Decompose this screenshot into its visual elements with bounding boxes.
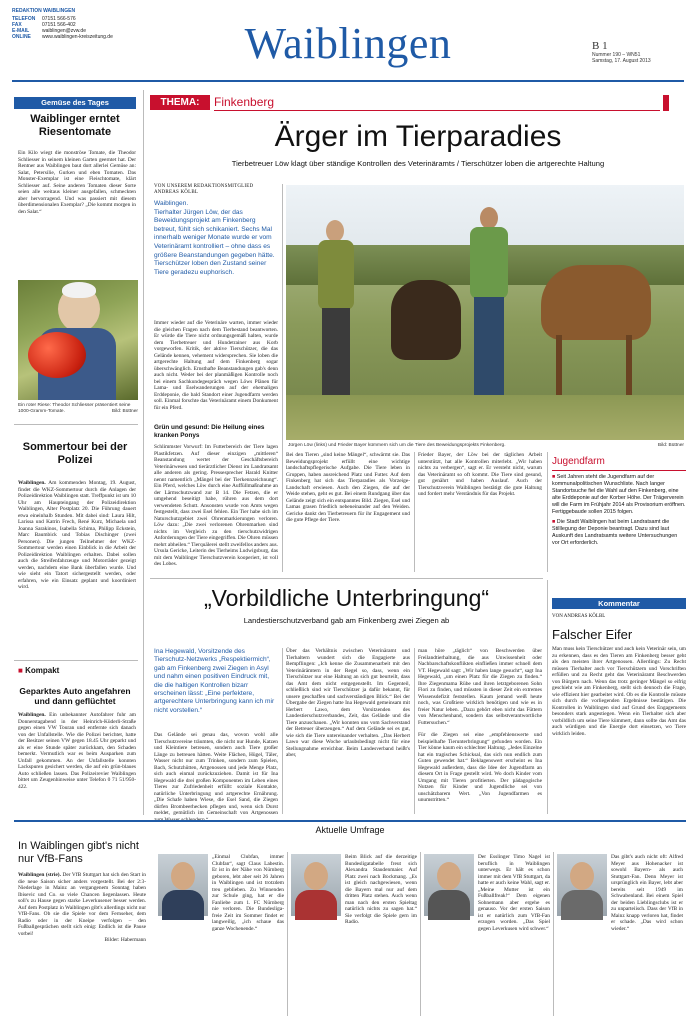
byline-line-2: ANDREAS KÖLBL — [154, 190, 199, 195]
thema-topic: Finkenberg — [214, 95, 275, 109]
umfrage-divider — [287, 852, 288, 1016]
gemuese-text: Ein Kilo wiegt die monströse Tomate, die Theodor Schliesser in seinem kleinen Garten geerntet hat. Der Rentner aus Waiblingen baut dort allerlei Gemüse an: Salat, Petersilie, Gurken und eben Tomaten. Das Monster-Exemplar ist eine Fleischtomate, klärt Schliesser auf. Seine anderen Tomaten dieser Sorte seien alle weitaus kleiner ausgefallen, schmeckten aber hervorragend. Und was passiert mit diesem überdimensionalen Exemplar? „Die kommt morgen in den Salat.“ — [18, 150, 136, 215]
jugendfarm-list — [552, 474, 686, 547]
main-headline: Ärger im Tierparadies — [274, 120, 562, 153]
kommentar-title: Falscher Eifer — [552, 627, 633, 642]
col-divider-3 — [547, 452, 548, 572]
tomato-credit: Bild: Büttner — [111, 408, 138, 414]
person-portrait — [557, 854, 607, 916]
article2-rule — [150, 578, 543, 579]
section-letter: B — [592, 40, 600, 52]
person-quote: Das gibt's auch nicht oft: Alfred Meyer aus Hohenacker ist sowohl Bayern- als auch Stuttgart-Fan. Denn Meyer ist ursprünglich ein Bayer, lebt aber bereits seit 1949 im Schwabenland. Bei einem Spiel der beiden Lieblingsclubs ist er zu unparteiisch. Dass der VfB in Mainz knapp verloren hat, findet er schade. „Das wird schon wieder.“ — [611, 854, 683, 932]
section-num: 1 — [602, 40, 608, 52]
umfrage-person — [158, 840, 284, 1016]
jugendfarm-box — [552, 456, 686, 550]
kommentar-byline: VON ANDREAS KÖLBL — [552, 614, 606, 619]
umfrage-place: Waiblingen (strie). — [18, 872, 61, 878]
a2-divider-2 — [414, 648, 415, 814]
person-quote: Beim Blick auf die derzeitige Bundesligatabelle freut sich Alexandra Staudenmaier. Auf Platz zwei nach Bockmang. „Es ist gleich nachgewiesen, wenn die Bayern mal nur auf dem dritten Platz stehen. Auch wenn man nach den ersten Spieltag natürlich nichts zu sagen hat.“ Sie verfolgt die Spiele gern im Radio. — [345, 854, 417, 925]
contact-label: E-MAIL — [12, 28, 30, 34]
person-portrait — [291, 854, 341, 916]
goat-dark — [391, 280, 461, 360]
umfrage-person — [424, 840, 550, 1016]
person-quote: Der Esslinger Timo Nagel ist beruflich in Waiblingen unterwegs. Er hält es schon immer mit dem VfB Stuttgart, da hatte er auch keine Wahl, sagt er. „Meine Mutter ist ein Fußballfreak!“ Dem eigenen Sohnemann aber ergehe es genauso. Vor der ersten Saison ist er natürlich zum VfB-Fan erzogen worden. „Das Spiel gegen Leverkusen wird schwer.“ — [478, 854, 550, 932]
contact-value: 07151 566-576 — [42, 16, 76, 22]
tomato-photo — [18, 280, 138, 400]
col2-text: Bei den Tieren „sind keine Mängel“, schwärmt sie. Das Beweidungsprojekt erfüllt eine wichtige landschaftspflegerische Aufgabe. Die Tiere leben in Gruppen, haben ausreichend Platz und Futter. Auf dem Finkenberg hat sich das Tierparadies als Vorzeige-Landschaft erwiesen. Auch den Ziegen, die auf der Weide stehen, geht es gut. Bei einem Rundgang über das Gelände zeigt sich ein entspanntes Bild. Ziegen, Esel und Lamas grasen friedlich nebeneinander auf den Weiden. Gericke dankt den Tierbetreuern für ihr Engagement und die gute Pflege der Tiere. — [286, 452, 410, 523]
person-portrait — [424, 854, 474, 916]
photo-caption: Jürgen Löw (links) und Frieder Bayer kümmern sich um die Tiere des Beweidungsprojekts Finkenberg. — [288, 443, 506, 448]
article2-lead: Ina Hegewald, Vorsitzende des Tierschutz-Netzwerks „Respektiermich“, gab am Finkenberg zwei Ziegen in Asyl und nahm einen positiven Eindruck mit, die die haltigen Kontrollen bizarr erscheinen lässt: „Eine perfektere, artgerechtere Unterbringung kann ich mir nicht vorstellen.“ — [154, 648, 275, 714]
col-divider-1 — [282, 184, 283, 572]
thema-rule — [214, 110, 660, 111]
gemuese-title: Waiblinger erntet Riesentomate — [30, 113, 120, 138]
col1-subhead: Grün und gesund: Die Heilung eines kranken Ponys — [154, 424, 265, 439]
sommer-title: Sommertour bei der Polizei — [22, 441, 128, 466]
lead-text — [154, 200, 278, 277]
article2-subhead: Landestierschutzverband gab am Finkenberg zwei Ziegen ab — [243, 616, 450, 625]
col-divider-2 — [414, 452, 415, 572]
kompakt-body: Ein unbekannter Autofahrer fuhr am Donnerstagabend in der Heinrich-Küderli-Straße gegen einen VW Touran und entfernte sich danach von der Unfallstelle. Wie die Polizei berichtet, hatte der Besitzer seinen VW gegen 18.45 Uhr geparkt und als er eine Stunde später zurückkam, den Schaden bemerkt. Vermutlich war es beim Ausparken zum Unfall gekommen. An der Unfallstelle konnten Lackspuren gesichert werden, die auf ein grün-blaues Auto schließen lassen. Das Polizeirevier Waiblingen bittet um Zeugenhinweise unter Telefon 0 71 51/950-422. — [18, 712, 136, 790]
col3-text: Frieder Bayer, der Löw bei der täglichen Arbeit unterstützt, hat alle Kontrollen miterlebt. „Wir haben nichts zu verbergen“, sagt er. Er versteht nicht, warum das Veterinäramt so oft kommt. Die Tiere sind gesund, gut genährt und haben Auslauf. Auch der Tierschutzverein Waiblingen bestätigt die gute Haltung und fordert mehr Verständnis für das Projekt. — [418, 452, 542, 497]
a2-divider-1 — [282, 648, 283, 814]
umfrage-rule — [14, 820, 686, 822]
umfrage-divider — [420, 852, 421, 1016]
umfrage-divider — [553, 852, 554, 1016]
sommer-place: Waiblingen. — [18, 480, 46, 486]
umfrage-body: Der VfB Stuttgart hat sich den Start in die neue Saison sicher anders vorgestellt. Bei der 2:3-Niederlage in Mainz an vergangenem Sonntag haben Ibisevic und Co. so viele Chancen liegenlassen. Heute soll's zu Hause gegen starke Leverkusener besser werden. Auf dem Postplatz in Waiblingen gibt's allerdings nicht nur VfB-Fans. Ob sie die Spiele vor dem Fernseher, dem Radio oder in der Kneipe verfolgen – den Fußballgesprächen stellt sich einig: Endlich ist die Pause vorbei! — [18, 872, 146, 937]
finkenberg-photo — [286, 185, 684, 440]
main-subhead: Tierbetreuer Löw klagt über ständige Kontrollen des Veterinäramts / Tierschützer loben die artgerechte Haltung — [231, 159, 605, 168]
article2-col1: Das Gelände sei genau das, wovon wohl alle Tierschutzvereine träumten, die nicht nur Hunde, Katzen und Kleintiere betreuen, sondern auch Tiere großer Länge zu betreuen hätten. Weite Flächen, Hügel, Täler, Wasser nicht nur zum Trinken, sondern zum Spielen, Bach, Schutzhütten, Artgenossen und jede Menge Platz, sich auch einmal zurückzuziehen. Damit ist für Ina Hegewald die drei großen Komponenten im Leben eines Tieres zur Zufriedenheit erfüllt: soziale Kontakte, natürliche Unterbringung und artgerechte Ernährung. „Die Schafe haben Wiese, die Esel Sand, die Ziegen dürfen Brombeerhecken pflegen und, wenn sich Durst meldet, gemütlich im Gemeinschaft von Artgenossen — [154, 732, 278, 816]
masthead-rule — [12, 80, 684, 82]
contact-label: FAX — [12, 22, 22, 28]
byline-line-1: VON UNSEREM REDAKTIONSMITGLIED — [154, 184, 254, 189]
article2-headline: „Vorbildliche Unterbringung“ — [203, 585, 490, 611]
person-quote: „Einmal Clubfan, immer Clubfan“, sagt Claus Labestin. Er ist in der Nähe von Nürnberg geboren, lebt aber seit 26 Jahren in Waiblingen und ist trotzdem treu geblieben. Zu Winnenden zur Schule ging, hat er die Fanliebe zum 1. FC Nürnberg nie verloren. Die Bundesliga-freie Zeit im Sommer findet er langweilig, „ich schaue das ganze Wochenende.“ — [212, 854, 284, 932]
umfrage-intro — [18, 872, 146, 1014]
square-bullet-icon: ■ — [552, 474, 557, 480]
jugendfarm-item-text: Die Stadt Waiblingen hat beim Landratsamt die Stilllegung der Deponie beantragt. Dazu sind laut Auskunft des Landratsamts weitere Untersuchungen vor Ort erforderlich. — [552, 519, 678, 546]
contact-label: ONLINE — [12, 34, 31, 40]
col1-text-2: Schlimmster Vorwurf: Im Futterbereich der Tiere lagen Plastikfetzen. Auf dieser einzigen „mittleren“ Beanstandung wertet der Geschäftsbereich Veterinärwesen und tierärztlicher Dienst im Landratsamt alle anderen als gering. Pressesprecher Harald Knitter nennt namentlich „Mängel bei der Tierkennzeichnung“. Ein Pferd, welches Löw durch eine Auffüllmaßnahme an der Lärmschutzwand zur B 14. Die Fetzen, die er umgehend beseitigt habe, rühren aus dem dort verwendeten Schutt. Ansonsten wurde von Amts wegen festgestellt, dass zwei Esel fehlen. Ein Tier habe sich im Naturschutzgebiet zwei Ohrenmarkierungen verloren. Löw dazu: „Die zwei verlorenen Ohrenmarken sind nichts im Vergleich zu den tierschutzwidrigen Anforderungen der Tiere eingegriffen. Die Ohren müssen mehrt abheilen.“ Tierquälerei stellt zweifellos anders aus. Ursula Gericke, Leiterin des Tierheims Ludwigsburg, das mit dem Waiblinger Tierschutzverein kooperiert, ist voll des Lobes. — [154, 444, 278, 567]
lead-body: Tierhalter Jürgen Löw, der das Beweidungsprojekt am Finkenberg betreut, fühlt sich schikaniert. Sechs Mal innerhalb weniger Monate wurde er vom Veterinäramt kontrolliert – ohne dass es größere Beanstandungen gegeben hätte. Tierschützer loben den Zustand seiner Tiere geradezu euphorisch. — [154, 208, 275, 276]
byline — [154, 184, 274, 196]
sommer-body: Am kommenden Montag, 19. August, findet die WKZ-Sommertour durch die Anlagen der Polizeidirektion Waiblingen statt. Treffpunkt ist um 10 Uhr am Haupteingang der Polizeidirektion Waiblingen, Alter Postplatz 20. Die Führung dauert etwa eineinhalb Stunden. Mit dabei sind: Laura Hilt, Larissa und Katrin Frech, René Kurz, Michaela und Joanna Sarakinos, Isabella Schima, Philipp Eckstein, Marc Baumbick und Tobias Dischinger (zwei Personen). Die jungen Teilnehmer der WKZ-Sommertour werden einen Einblick in die Arbeit der Polizeidirektion Waiblingen erhalten. Dabei sollen auch die Streifenfahrzeuge und Motorräder gezeigt werden, nachdem eine Bank überfallen wurde. Und wie sieht ein Tatort sichergestellt werden, oder erfahren, wie ein Einsatz geplant und koordiniert wird. — [18, 480, 136, 590]
gemuese-bar: Gemüse des Tages — [14, 97, 136, 109]
article2-col2: Über das Verhältnis zwischen Veterinäramt und Tierhaltern wundert sich die Engagierte aus Bempflingen: „Ich kenne die Zusammenarbeit mit den Veterinärämtern in der Regel so, dass, wenn ein Tierschützer nur eine Haltung an sich gut beurteilt, dass das Amt dem nicht entgegenstellt. Im Gegenteil, schließlich sind wir Tierschützer ja dafür bekannt, für unsere geschaffen und sachverständigen Blick.“ Bei der Übergabe der Ziegen hatte Ina Hegewald gemeinsam mit Herbert Lawo, dem Vorsitzenden des Landestierschutzverbandes, Zeit, das Gelände und die Tiere anzuschauen. „Wir konnten uns vom Sachverstand der Betreuer überzeugen.“ Auf dem Gelände sei es gut, wie sich die Tiere untereinander verhalten. „Das Herbert Lawo war diese Woche urlaubsbedingt nicht für eine Stellungnahme erreichbar. Beim Landesverband heißt's aber, — [286, 648, 410, 758]
article2-col4: Für die Ziegen sei eine „empfehlenswerte und beispielhafte Tierunterbringung“ gefunden worden. Ein Tier könne kaum ein schlechter Haltung. „Jedes Einzelne hat ein tragisches Schicksal, das sich nun endlich zum Guten gewendet hat.“ Beklagenswert erscheint es Ina Hegewald außerdem, dass die Idee der Jugendfarm an diesem Ort in Frage gestellt wird. Wo doch Kinder vom Umgang mit Tieren profitierten. Der pädagogische Nutzen für Kinder und Jugendliche sei von unschätzbarem Wert. „Von Jugendfarmen es unumstritten.“ — [418, 732, 542, 803]
umfrage-bar: Aktuelle Umfrage — [315, 825, 385, 835]
kompakt-bar — [18, 666, 136, 676]
photo-credit: Bild: Büttner — [657, 443, 684, 448]
sidebar-rule-2 — [14, 660, 138, 661]
umfrage-title: In Waiblingen gibt's nicht nur VfB-Fans — [18, 840, 139, 865]
issue-info — [592, 40, 692, 64]
masthead-title: Waiblingen — [244, 19, 452, 68]
contact-label: TELEFON — [12, 16, 36, 22]
tomato-caption-text: Ein roter Riese: Theodor Schliesser präsentiert seine 1000-Gramm-Tomate. — [18, 403, 131, 414]
kompakt-bullet-icon: ■ — [18, 666, 23, 675]
contact-value[interactable]: www.waiblingen-kreiszeitung.de — [42, 34, 113, 40]
redaktion-label: REDAKTION WAIBLINGEN — [12, 8, 76, 14]
kompakt-text — [18, 712, 136, 814]
thema-marker — [663, 95, 669, 111]
masthead-contacts — [12, 8, 172, 40]
jugendfarm-item — [552, 519, 686, 547]
contact-value[interactable]: waiblingen@zvw.de — [42, 28, 86, 34]
sidebar-rule-1 — [14, 424, 138, 425]
square-bullet-icon: ■ — [552, 519, 557, 525]
contact-list — [12, 16, 172, 40]
article2-col3: man höre „täglich“ von Beschwerden über Freilandtierhaltung, die aus Unwissenheit oder Nachbarschaftskonflikten einfließen immer schnell dem VT. Hegewald sagt: „Wir haben lange gesucht“, sagt Ina Hegewald, „um einen Platz für die Ziegen zu finden.“ Ihre Ziegenmama Rübe und ihren letztgeborenen Sohn Flori zu finden, und müssten in dieser Zeit ein extremes Wissensdefizit feststellen. Kaum jemand weiß heute noch, was Großtiere wirklich benötigen und wie es in freier Natur leben. „Dazu gehört eben nicht das Füttern von Menschenhand, sondern das selbstverantwortliche Futtersuchen.“ — [418, 648, 542, 726]
umfrage-person — [291, 840, 417, 1016]
jugendfarm-item-text: Seit Jahren steht die Jugendfarm auf der kommunalpolitischen Wunschliste. Nach langer Standortsuche fiel die Wahl auf den Finkenberg, eine alte Erddeponie auf der Korber Höhe. Der Trägerverein will die Farm im Frühjahr 2014 als Provisorium eröffnen. Fertiggebaude sollen 2015 folgen. — [552, 474, 686, 515]
contact-row — [12, 34, 172, 40]
jugendfarm-item — [552, 474, 686, 516]
person-portrait — [158, 854, 208, 916]
umfrage-person — [557, 840, 683, 1016]
issue-date: Samstag, 17. August 2013 — [592, 58, 651, 64]
kompakt-label: Kompakt — [25, 666, 60, 675]
sidebar-divider — [143, 90, 144, 815]
thema-label: THEMA: — [150, 95, 210, 110]
issue-number: Nummer 190 – WN51 — [592, 52, 641, 58]
col1-text: Immer wieder auf die Veterinäre warten, immer wieder die gleichen Fragen nach dem Tierbestand beantworten. Er würde die Tiere nicht ordnungsgemäß halten, wurde dem Tierbetreuer und Hundetrainer aus Korb vorgeworfen. Kritik, der aktive Tierschützer, die das Gelände kennen, vehement widersprechen. Sie loben die artgerechte Haltung auf dem Finkenberg sogar überschwänglich. Ernsthafte Beanstandungen gab's denn auch nicht. Weder bei der planmäßigen Kontrolle noch bei einem Sachkundegespräch wegen Löws Plänen für Lama- und Eselwanderungen auf der ehemaligen Erddeponie, die bald Standort einer Jugendfarm werden soll. Einmal forschte das Veterinäramt einem Donkument für ein Pferd. — [154, 320, 278, 411]
person-right — [466, 207, 512, 397]
person-left — [316, 220, 356, 395]
kommentar-bar: Kommentar — [552, 598, 686, 609]
tomato-caption — [18, 403, 138, 415]
kompakt-title: Geparktes Auto angefahren und dann geflüchtet — [19, 686, 131, 706]
kommentar-divider — [547, 580, 548, 814]
lead-place: Waiblingen. — [154, 200, 189, 207]
kommentar-text: Man muss kein Tierschützer und auch kein Veterinär sein, um zu erkennen, dass es den Tieren am Finkenberg besser geht als den meisten ihrer Artgenossen. Allerdings: Zu Recht müssen Tierhalter auch vor Tierschützern und Vorschriften erfüllen und zu Recht geht das Veterinäramt Beschwerden von Bürgern nach. Wenn das trotz geringer Mängel so eifrig geschieht wie am Finkenberg, stellt sich dennoch die Frage, wie effizient hier gearbeitet wird. Ob es die Kontrolle müsste sich durch die vorliegenden Ergebnisse bestätigen. Die Kontrollen in Waiblingen sind auf Grund des Engagements besonders stark angestiegen. Wenn ein Tierhalter sich aber vorbildlich um seine Tiere kümmert, dann sollte das Amt das auch würdigen und die Energie dort einsetzen, wo Tiere wirklich leiden. — [552, 646, 686, 737]
jugendfarm-title: Jugendfarm — [552, 456, 605, 467]
goat-brown — [541, 265, 651, 340]
tomato-shape — [28, 332, 86, 378]
contact-value: 07151 566-402 — [42, 22, 76, 28]
umfrage-credit: Bilder: Habermann — [104, 937, 146, 943]
kompakt-place: Waiblingen. — [18, 712, 46, 718]
sommer-text — [18, 480, 136, 650]
